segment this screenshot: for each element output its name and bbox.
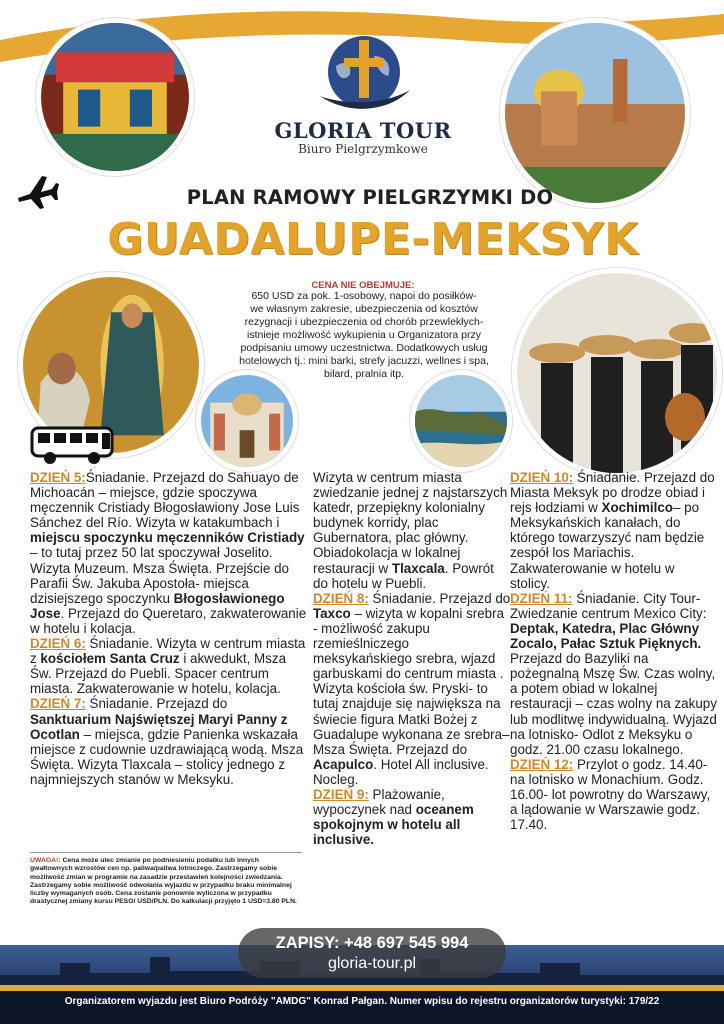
day-label: DZIEŃ 8: — [313, 590, 369, 606]
price-notice — [30, 857, 302, 907]
day-highlight: Acapulco — [313, 756, 374, 772]
day-highlight: Xochimilco — [601, 500, 673, 516]
airplane-icon — [14, 168, 60, 210]
day-label: DZIEŃ 7: — [30, 696, 86, 712]
globe-cross-icon — [306, 30, 422, 116]
day-highlight: Taxco — [313, 605, 351, 621]
day-6 — [30, 636, 308, 696]
day-label: DZIEŃ 11: — [510, 590, 573, 606]
photo-mariachis — [512, 268, 722, 478]
day-12 — [510, 757, 718, 832]
day-text: . Przejazd do Queretaro, zakwaterowanie w hotelu i kolacja. — [30, 605, 307, 636]
day-highlight: Sanktuarium Najświętszej Maryi Panny z Ocotlan — [30, 711, 288, 742]
day-text: – wizyta w kopalni srebra - możliwość zakupu rzemieślniczego meksykańskiego srebra, wjazd garbuskami do centrum miasta . Wizyta kościoła św. Pryski- to tutaj znajduje się największa na świecie figura Matki Bożej z Guadalupe wykonana ze srebra– Msza Święta. Przejazd do — [313, 605, 510, 757]
day-text: . Powrót do hotelu w Puebli. — [313, 560, 494, 591]
day-label: DZIEŃ 6: — [30, 636, 86, 652]
day-text: Śniadanie. City Tour- Zwiedzanie centrum Mexico City: — [510, 590, 707, 621]
day-text: i akwedukt, Msza Św. Przejazd do Puebli. Spacer centrum miasta. Zakwaterowanie w hotelu, kolacja. — [30, 651, 287, 697]
signup-phone[interactable]: ZAPISY: +48 697 545 994 — [275, 934, 469, 952]
day-7 — [30, 696, 308, 787]
price-excludes-line: istnieje możliwość wykupienia u Organizatora przy — [246, 329, 481, 341]
day-highlight: Błogosławionego Jose — [30, 590, 285, 621]
itinerary-column-2 — [313, 470, 511, 847]
photo-church-facade — [196, 370, 298, 472]
itinerary-column-3 — [510, 470, 718, 832]
day-8 — [313, 591, 511, 787]
day-text: Wizyta w centrum miasta zwiedzanie jednej z najstarszych katedr, przepiękny kolonialny budynek korridy, plac Gubernatora, plac główny. Obiadokolacja w lokalnej restauracji w — [313, 470, 508, 576]
price-excludes-title: CENA NIE OBEJMUJE: — [311, 280, 415, 291]
day-highlight: Deptak, Katedra, Plac Główny Zocalo, Pałac Sztuk Pięknych. — [510, 620, 702, 652]
photo-acapulco-coast — [410, 370, 512, 472]
day-text: – po Meksykańskich kanałach, do którego towarzyszyć nam będzie zespół los Mariachis. Zakwaterowanie w hotelu w stolicy. — [510, 500, 705, 591]
price-excludes-line: hotelowych tj.: mini barki, strefy jacuzzi, wellnes i spa, — [239, 355, 489, 367]
day-highlight: Tlaxcala — [391, 560, 445, 576]
day-text: Przejazd do Bazyliki na pożegnalną Mszę Św. Czas wolny, a potem obiad w lokalnej restauracji – czas wolny na zakupy lub modlitwę indywidualną. Wyjazd na lotnisko- Odlot z Meksyku o godz. 21.00 czasu lokalnego. — [510, 651, 717, 757]
price-excludes-line: rezygnacji i ubezpieczenia od chorób przewlekłych- — [244, 316, 484, 328]
day-text: Śniadanie. Przejazd do Miasta Meksyk po drodze obiad i rejs łodziami w — [510, 470, 715, 516]
day-label: DZIEŃ 5: — [30, 470, 86, 485]
price-excludes-text — [216, 290, 512, 381]
photo-basilica — [500, 18, 690, 208]
notice-text: Cena może ulec zmianie po podniesieniu podatku lub innych gwałtownych wzrostów cen np. paliwa/paliwa lotniczego. Zastrzegamy sobie możliwość zmian w programie na zasadzie przestawień kolejności zwiedzania. Zastrzegamy sobie możliwość odwołania wyjazdu w przypadku braku minimalnej liczby wymaganych osób. Cena zostanie ponownie wyliczona w przypadku drastycznej zmiany kursu PESO/ USD/PLN. Do kalkulacji przyjęto 1 USD=3.80 PLN. — [30, 857, 297, 906]
day-label: DZIEŃ 10: — [510, 470, 574, 485]
price-excludes-line: 650 USD za pok. 1-osobowy, napoi do posiłków- — [251, 290, 477, 302]
day-text: . Hotel All inclusive. Nocleg. — [313, 756, 489, 787]
day-label: DZIEŃ 9: — [313, 786, 369, 802]
day-5 — [30, 470, 308, 636]
organizer-footer: Organizatorem wyjazdu jest Biuro Podróży "AMDG" Konrad Pałgan. Numer wpisu do rejestru organizatorów turystyki: 179/22 — [64, 996, 660, 1007]
day-highlight: kościołem Santa Cruz — [40, 651, 180, 667]
notice-divider — [30, 852, 302, 853]
day-11 — [510, 591, 718, 757]
price-excludes-line: podpisaniu umowy uczestnictwa. Dodatkowych usług — [240, 342, 488, 354]
day-text: – to tutaj przez 50 lat spoczywał Joselito. Wizyta Muzeum. Msza Święta. Przejście do Parafii Św. Jakuba Apostoła- miejsca dzisiejszego spoczynku — [30, 545, 289, 606]
day-10 — [510, 470, 718, 591]
day-highlight: miejscu spoczynku męczenników Cristiady — [30, 530, 305, 546]
day-text: Śniadanie. Wizyta w centrum miasta z — [30, 636, 306, 667]
price-excludes-line: bilard, pralnia itp. — [324, 368, 404, 380]
day-9 — [313, 787, 511, 847]
website-link[interactable]: gloria-tour.pl — [327, 955, 417, 972]
day-label: DZIEŃ 12: — [510, 756, 574, 772]
day-7-continued — [313, 470, 511, 591]
notice-title: UWAGA!: — [30, 857, 61, 864]
day-text: Śniadanie. Przejazd do — [85, 696, 228, 712]
bus-icon — [30, 424, 116, 466]
destination-title: GUADALUPE-MEKSYK — [107, 214, 639, 265]
day-text: – miejsca, gdzie Panienka wskazała miejsce z cudownie uzdrawiającą wodą. Msza Święta. Wizyta Tlaxcala – stolicy jednego z najmniejszych stanów w Meksyku. — [30, 726, 304, 787]
price-excludes-line: we własnym zakresie, ubezpieczenia od kosztów — [250, 303, 478, 315]
day-highlight: oceanem spokojnym w hotelu all inclusive. — [313, 802, 474, 848]
photo-xochimilco — [36, 18, 194, 176]
itinerary-column-1 — [30, 470, 308, 787]
day-text: Śniadanie. Przejazd do — [368, 590, 511, 606]
day-text: Śniadanie. Przejazd do Sahuayo de Michoacán – miejsce, gdzie spoczywa męczennik Cristiady Błogosławiony Jose Luis Sánchez del Río. Wizyta w katakumbach i — [30, 470, 300, 531]
logo-title: GLORIA TOUR — [274, 118, 452, 143]
day-text: Przylot o godz. 14.40- na lotnisko w Monachium. Godz. 16.00- lot powrotny do Warszawy, a lądowanie w Warszawie godz. 17.40. — [510, 756, 711, 833]
logo-subtitle: Biuro Pielgrzymkowe — [298, 142, 428, 156]
day-text: Plażowanie, wypoczynek nad — [313, 786, 445, 818]
page-title: PLAN RAMOWY PIELGRZYMKI DO — [186, 186, 554, 209]
